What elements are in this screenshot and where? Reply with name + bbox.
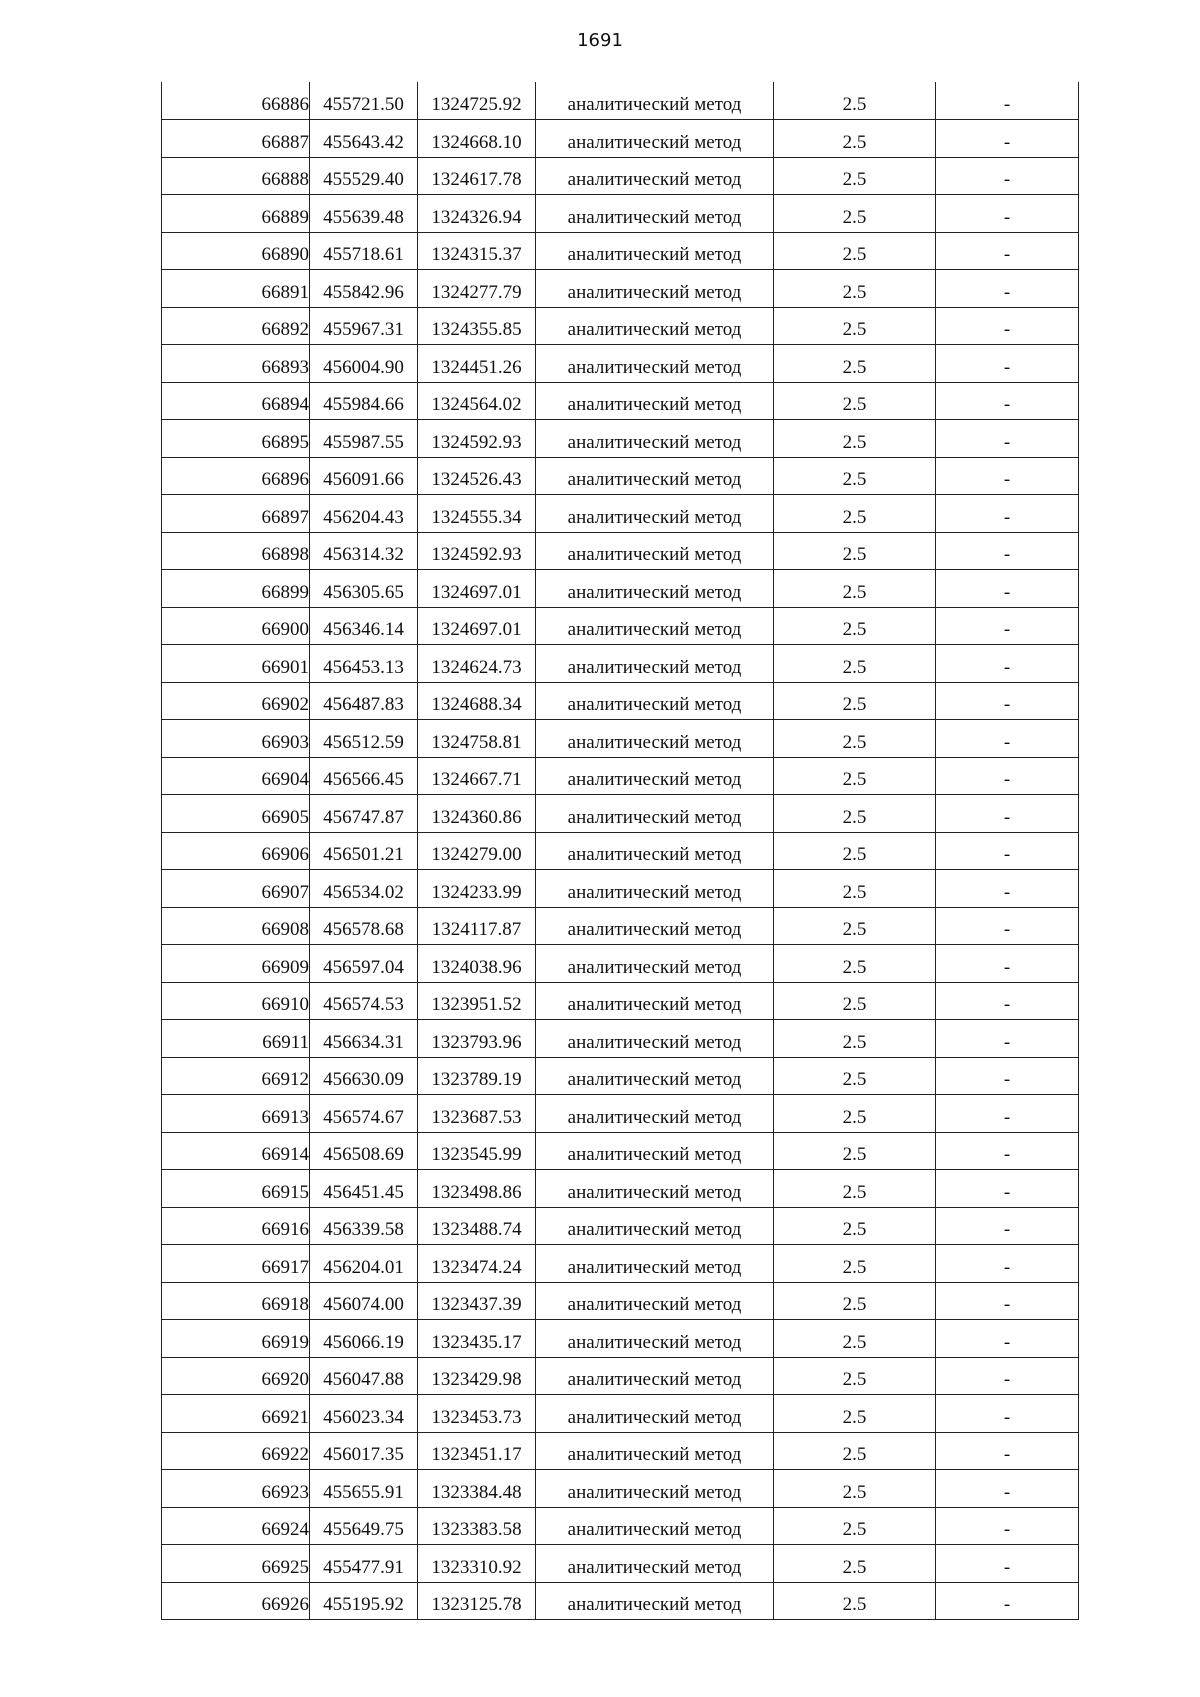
x-coordinate-cell: 456534.02 xyxy=(310,870,418,908)
table-row xyxy=(162,945,1079,983)
table-row xyxy=(162,982,1079,1020)
note-cell: - xyxy=(936,570,1079,608)
accuracy-cell: 2.5 xyxy=(774,1545,936,1583)
accuracy-cell: 2.5 xyxy=(774,1245,936,1283)
table-row xyxy=(162,607,1079,645)
y-coordinate-cell: 1324697.01 xyxy=(418,570,536,608)
x-coordinate-cell: 456004.90 xyxy=(310,345,418,383)
method-cell: аналитический метод xyxy=(536,345,774,383)
point-number-cell: 66892 xyxy=(162,307,310,345)
y-coordinate-cell: 1324526.43 xyxy=(418,457,536,495)
point-number-cell: 66904 xyxy=(162,757,310,795)
accuracy-cell: 2.5 xyxy=(774,1282,936,1320)
note-cell: - xyxy=(936,195,1079,233)
y-coordinate-cell: 1323384.48 xyxy=(418,1470,536,1508)
note-cell: - xyxy=(936,532,1079,570)
y-coordinate-cell: 1323498.86 xyxy=(418,1170,536,1208)
method-cell: аналитический метод xyxy=(536,1320,774,1358)
table-row xyxy=(162,682,1079,720)
method-cell: аналитический метод xyxy=(536,1245,774,1283)
x-coordinate-cell: 456747.87 xyxy=(310,795,418,833)
accuracy-cell: 2.5 xyxy=(774,1095,936,1133)
x-coordinate-cell: 456574.67 xyxy=(310,1095,418,1133)
y-coordinate-cell: 1324688.34 xyxy=(418,682,536,720)
table-row xyxy=(162,270,1079,308)
accuracy-cell: 2.5 xyxy=(774,1582,936,1620)
point-number-cell: 66921 xyxy=(162,1395,310,1433)
x-coordinate-cell: 455721.50 xyxy=(310,82,418,120)
x-coordinate-cell: 456597.04 xyxy=(310,945,418,983)
x-coordinate-cell: 455639.48 xyxy=(310,195,418,233)
method-cell: аналитический метод xyxy=(536,945,774,983)
table-row xyxy=(162,1170,1079,1208)
method-cell: аналитический метод xyxy=(536,795,774,833)
accuracy-cell: 2.5 xyxy=(774,645,936,683)
accuracy-cell: 2.5 xyxy=(774,532,936,570)
note-cell: - xyxy=(936,1470,1079,1508)
note-cell: - xyxy=(936,832,1079,870)
method-cell: аналитический метод xyxy=(536,907,774,945)
note-cell: - xyxy=(936,270,1079,308)
method-cell: аналитический метод xyxy=(536,270,774,308)
table-row xyxy=(162,1357,1079,1395)
method-cell: аналитический метод xyxy=(536,1095,774,1133)
x-coordinate-cell: 455718.61 xyxy=(310,232,418,270)
method-cell: аналитический метод xyxy=(536,157,774,195)
method-cell: аналитический метод xyxy=(536,495,774,533)
table-row xyxy=(162,1245,1079,1283)
accuracy-cell: 2.5 xyxy=(774,382,936,420)
note-cell: - xyxy=(936,607,1079,645)
table-row xyxy=(162,1507,1079,1545)
table-row xyxy=(162,907,1079,945)
note-cell: - xyxy=(936,1432,1079,1470)
point-number-cell: 66906 xyxy=(162,832,310,870)
accuracy-cell: 2.5 xyxy=(774,907,936,945)
accuracy-cell: 2.5 xyxy=(774,195,936,233)
point-number-cell: 66907 xyxy=(162,870,310,908)
y-coordinate-cell: 1323453.73 xyxy=(418,1395,536,1433)
note-cell: - xyxy=(936,1095,1079,1133)
table-row xyxy=(162,1020,1079,1058)
x-coordinate-cell: 456339.58 xyxy=(310,1207,418,1245)
table-row xyxy=(162,1132,1079,1170)
note-cell: - xyxy=(936,907,1079,945)
y-coordinate-cell: 1324038.96 xyxy=(418,945,536,983)
method-cell: аналитический метод xyxy=(536,382,774,420)
note-cell: - xyxy=(936,1320,1079,1358)
accuracy-cell: 2.5 xyxy=(774,720,936,758)
x-coordinate-cell: 455643.42 xyxy=(310,120,418,158)
table-row xyxy=(162,1545,1079,1583)
x-coordinate-cell: 456630.09 xyxy=(310,1057,418,1095)
note-cell: - xyxy=(936,382,1079,420)
y-coordinate-cell: 1323793.96 xyxy=(418,1020,536,1058)
point-number-cell: 66913 xyxy=(162,1095,310,1133)
y-coordinate-cell: 1323951.52 xyxy=(418,982,536,1020)
table-row xyxy=(162,457,1079,495)
method-cell: аналитический метод xyxy=(536,1582,774,1620)
note-cell: - xyxy=(936,1207,1079,1245)
y-coordinate-cell: 1324360.86 xyxy=(418,795,536,833)
table-row xyxy=(162,1207,1079,1245)
y-coordinate-cell: 1324233.99 xyxy=(418,870,536,908)
table-row xyxy=(162,157,1079,195)
method-cell: аналитический метод xyxy=(536,1545,774,1583)
note-cell: - xyxy=(936,945,1079,983)
note-cell: - xyxy=(936,82,1079,120)
accuracy-cell: 2.5 xyxy=(774,570,936,608)
note-cell: - xyxy=(936,757,1079,795)
table-row xyxy=(162,1320,1079,1358)
y-coordinate-cell: 1323687.53 xyxy=(418,1095,536,1133)
point-number-cell: 66896 xyxy=(162,457,310,495)
point-number-cell: 66899 xyxy=(162,570,310,608)
y-coordinate-cell: 1324592.93 xyxy=(418,532,536,570)
method-cell: аналитический метод xyxy=(536,1470,774,1508)
note-cell: - xyxy=(936,1395,1079,1433)
note-cell: - xyxy=(936,1282,1079,1320)
method-cell: аналитический метод xyxy=(536,1132,774,1170)
point-number-cell: 66926 xyxy=(162,1582,310,1620)
point-number-cell: 66908 xyxy=(162,907,310,945)
table-row xyxy=(162,382,1079,420)
y-coordinate-cell: 1323310.92 xyxy=(418,1545,536,1583)
method-cell: аналитический метод xyxy=(536,120,774,158)
x-coordinate-cell: 456346.14 xyxy=(310,607,418,645)
table-row xyxy=(162,495,1079,533)
method-cell: аналитический метод xyxy=(536,195,774,233)
accuracy-cell: 2.5 xyxy=(774,82,936,120)
method-cell: аналитический метод xyxy=(536,1170,774,1208)
method-cell: аналитический метод xyxy=(536,1020,774,1058)
x-coordinate-cell: 456501.21 xyxy=(310,832,418,870)
table-row xyxy=(162,532,1079,570)
y-coordinate-cell: 1324117.87 xyxy=(418,907,536,945)
method-cell: аналитический метод xyxy=(536,82,774,120)
table-row xyxy=(162,1470,1079,1508)
x-coordinate-cell: 455529.40 xyxy=(310,157,418,195)
method-cell: аналитический метод xyxy=(536,307,774,345)
note-cell: - xyxy=(936,345,1079,383)
method-cell: аналитический метод xyxy=(536,1282,774,1320)
note-cell: - xyxy=(936,982,1079,1020)
accuracy-cell: 2.5 xyxy=(774,832,936,870)
x-coordinate-cell: 456453.13 xyxy=(310,645,418,683)
method-cell: аналитический метод xyxy=(536,982,774,1020)
point-number-cell: 66895 xyxy=(162,420,310,458)
x-coordinate-cell: 455984.66 xyxy=(310,382,418,420)
accuracy-cell: 2.5 xyxy=(774,1207,936,1245)
method-cell: аналитический метод xyxy=(536,870,774,908)
point-number-cell: 66918 xyxy=(162,1282,310,1320)
accuracy-cell: 2.5 xyxy=(774,270,936,308)
table-row xyxy=(162,1057,1079,1095)
y-coordinate-cell: 1324725.92 xyxy=(418,82,536,120)
accuracy-cell: 2.5 xyxy=(774,1470,936,1508)
note-cell: - xyxy=(936,420,1079,458)
y-coordinate-cell: 1324279.00 xyxy=(418,832,536,870)
y-coordinate-cell: 1324667.71 xyxy=(418,757,536,795)
x-coordinate-cell: 456574.53 xyxy=(310,982,418,1020)
y-coordinate-cell: 1323545.99 xyxy=(418,1132,536,1170)
x-coordinate-cell: 456634.31 xyxy=(310,1020,418,1058)
method-cell: аналитический метод xyxy=(536,682,774,720)
point-number-cell: 66915 xyxy=(162,1170,310,1208)
table-row xyxy=(162,120,1079,158)
point-number-cell: 66894 xyxy=(162,382,310,420)
point-number-cell: 66901 xyxy=(162,645,310,683)
accuracy-cell: 2.5 xyxy=(774,757,936,795)
note-cell: - xyxy=(936,1170,1079,1208)
note-cell: - xyxy=(936,157,1079,195)
y-coordinate-cell: 1323474.24 xyxy=(418,1245,536,1283)
x-coordinate-cell: 455987.55 xyxy=(310,420,418,458)
y-coordinate-cell: 1324668.10 xyxy=(418,120,536,158)
method-cell: аналитический метод xyxy=(536,1432,774,1470)
table-row xyxy=(162,720,1079,758)
point-number-cell: 66898 xyxy=(162,532,310,570)
table-row xyxy=(162,1395,1079,1433)
method-cell: аналитический метод xyxy=(536,1357,774,1395)
accuracy-cell: 2.5 xyxy=(774,607,936,645)
x-coordinate-cell: 456017.35 xyxy=(310,1432,418,1470)
y-coordinate-cell: 1323429.98 xyxy=(418,1357,536,1395)
note-cell: - xyxy=(936,1020,1079,1058)
accuracy-cell: 2.5 xyxy=(774,945,936,983)
table-row xyxy=(162,757,1079,795)
point-number-cell: 66910 xyxy=(162,982,310,1020)
accuracy-cell: 2.5 xyxy=(774,345,936,383)
point-number-cell: 66886 xyxy=(162,82,310,120)
method-cell: аналитический метод xyxy=(536,457,774,495)
accuracy-cell: 2.5 xyxy=(774,1170,936,1208)
table-body xyxy=(162,82,1079,1620)
x-coordinate-cell: 456566.45 xyxy=(310,757,418,795)
accuracy-cell: 2.5 xyxy=(774,495,936,533)
note-cell: - xyxy=(936,495,1079,533)
note-cell: - xyxy=(936,795,1079,833)
accuracy-cell: 2.5 xyxy=(774,870,936,908)
accuracy-cell: 2.5 xyxy=(774,1057,936,1095)
y-coordinate-cell: 1324326.94 xyxy=(418,195,536,233)
x-coordinate-cell: 456091.66 xyxy=(310,457,418,495)
method-cell: аналитический метод xyxy=(536,607,774,645)
x-coordinate-cell: 455195.92 xyxy=(310,1582,418,1620)
note-cell: - xyxy=(936,457,1079,495)
accuracy-cell: 2.5 xyxy=(774,307,936,345)
point-number-cell: 66919 xyxy=(162,1320,310,1358)
y-coordinate-cell: 1323451.17 xyxy=(418,1432,536,1470)
table-row xyxy=(162,232,1079,270)
accuracy-cell: 2.5 xyxy=(774,1395,936,1433)
accuracy-cell: 2.5 xyxy=(774,795,936,833)
table-row xyxy=(162,870,1079,908)
note-cell: - xyxy=(936,1357,1079,1395)
accuracy-cell: 2.5 xyxy=(774,1320,936,1358)
point-number-cell: 66925 xyxy=(162,1545,310,1583)
y-coordinate-cell: 1324555.34 xyxy=(418,495,536,533)
table-row xyxy=(162,1582,1079,1620)
table-row xyxy=(162,307,1079,345)
method-cell: аналитический метод xyxy=(536,720,774,758)
point-number-cell: 66889 xyxy=(162,195,310,233)
accuracy-cell: 2.5 xyxy=(774,120,936,158)
point-number-cell: 66891 xyxy=(162,270,310,308)
method-cell: аналитический метод xyxy=(536,832,774,870)
accuracy-cell: 2.5 xyxy=(774,420,936,458)
table-row xyxy=(162,1432,1079,1470)
note-cell: - xyxy=(936,870,1079,908)
accuracy-cell: 2.5 xyxy=(774,1432,936,1470)
note-cell: - xyxy=(936,120,1079,158)
x-coordinate-cell: 455649.75 xyxy=(310,1507,418,1545)
point-number-cell: 66911 xyxy=(162,1020,310,1058)
y-coordinate-cell: 1324277.79 xyxy=(418,270,536,308)
x-coordinate-cell: 455967.31 xyxy=(310,307,418,345)
x-coordinate-cell: 456047.88 xyxy=(310,1357,418,1395)
y-coordinate-cell: 1324617.78 xyxy=(418,157,536,195)
accuracy-cell: 2.5 xyxy=(774,457,936,495)
point-number-cell: 66897 xyxy=(162,495,310,533)
coordinates-table xyxy=(161,82,1079,1620)
page-number: 1691 xyxy=(577,30,623,51)
point-number-cell: 66890 xyxy=(162,232,310,270)
table-row xyxy=(162,795,1079,833)
y-coordinate-cell: 1324451.26 xyxy=(418,345,536,383)
note-cell: - xyxy=(936,1245,1079,1283)
method-cell: аналитический метод xyxy=(536,645,774,683)
method-cell: аналитический метод xyxy=(536,232,774,270)
note-cell: - xyxy=(936,307,1079,345)
method-cell: аналитический метод xyxy=(536,570,774,608)
method-cell: аналитический метод xyxy=(536,1395,774,1433)
note-cell: - xyxy=(936,1582,1079,1620)
point-number-cell: 66903 xyxy=(162,720,310,758)
point-number-cell: 66902 xyxy=(162,682,310,720)
x-coordinate-cell: 456487.83 xyxy=(310,682,418,720)
y-coordinate-cell: 1323125.78 xyxy=(418,1582,536,1620)
method-cell: аналитический метод xyxy=(536,420,774,458)
table-row xyxy=(162,1095,1079,1133)
x-coordinate-cell: 456512.59 xyxy=(310,720,418,758)
x-coordinate-cell: 456508.69 xyxy=(310,1132,418,1170)
y-coordinate-cell: 1323488.74 xyxy=(418,1207,536,1245)
note-cell: - xyxy=(936,1057,1079,1095)
table-row xyxy=(162,645,1079,683)
y-coordinate-cell: 1324592.93 xyxy=(418,420,536,458)
accuracy-cell: 2.5 xyxy=(774,982,936,1020)
accuracy-cell: 2.5 xyxy=(774,1132,936,1170)
point-number-cell: 66887 xyxy=(162,120,310,158)
point-number-cell: 66900 xyxy=(162,607,310,645)
note-cell: - xyxy=(936,1507,1079,1545)
y-coordinate-cell: 1324315.37 xyxy=(418,232,536,270)
table-row xyxy=(162,420,1079,458)
note-cell: - xyxy=(936,232,1079,270)
x-coordinate-cell: 456023.34 xyxy=(310,1395,418,1433)
table-row xyxy=(162,345,1079,383)
y-coordinate-cell: 1323789.19 xyxy=(418,1057,536,1095)
point-number-cell: 66909 xyxy=(162,945,310,983)
accuracy-cell: 2.5 xyxy=(774,1357,936,1395)
point-number-cell: 66905 xyxy=(162,795,310,833)
point-number-cell: 66920 xyxy=(162,1357,310,1395)
table-row xyxy=(162,195,1079,233)
method-cell: аналитический метод xyxy=(536,757,774,795)
accuracy-cell: 2.5 xyxy=(774,157,936,195)
x-coordinate-cell: 456314.32 xyxy=(310,532,418,570)
accuracy-cell: 2.5 xyxy=(774,682,936,720)
point-number-cell: 66912 xyxy=(162,1057,310,1095)
point-number-cell: 66924 xyxy=(162,1507,310,1545)
y-coordinate-cell: 1323435.17 xyxy=(418,1320,536,1358)
method-cell: аналитический метод xyxy=(536,1507,774,1545)
y-coordinate-cell: 1324355.85 xyxy=(418,307,536,345)
point-number-cell: 66917 xyxy=(162,1245,310,1283)
x-coordinate-cell: 455477.91 xyxy=(310,1545,418,1583)
x-coordinate-cell: 456066.19 xyxy=(310,1320,418,1358)
y-coordinate-cell: 1324564.02 xyxy=(418,382,536,420)
note-cell: - xyxy=(936,720,1079,758)
y-coordinate-cell: 1323437.39 xyxy=(418,1282,536,1320)
x-coordinate-cell: 456305.65 xyxy=(310,570,418,608)
point-number-cell: 66922 xyxy=(162,1432,310,1470)
table-row xyxy=(162,82,1079,120)
accuracy-cell: 2.5 xyxy=(774,232,936,270)
y-coordinate-cell: 1324697.01 xyxy=(418,607,536,645)
method-cell: аналитический метод xyxy=(536,1207,774,1245)
x-coordinate-cell: 456578.68 xyxy=(310,907,418,945)
y-coordinate-cell: 1323383.58 xyxy=(418,1507,536,1545)
x-coordinate-cell: 456451.45 xyxy=(310,1170,418,1208)
point-number-cell: 66916 xyxy=(162,1207,310,1245)
method-cell: аналитический метод xyxy=(536,532,774,570)
method-cell: аналитический метод xyxy=(536,1057,774,1095)
table-row xyxy=(162,832,1079,870)
y-coordinate-cell: 1324624.73 xyxy=(418,645,536,683)
table-row xyxy=(162,570,1079,608)
x-coordinate-cell: 455655.91 xyxy=(310,1470,418,1508)
y-coordinate-cell: 1324758.81 xyxy=(418,720,536,758)
table-row xyxy=(162,1282,1079,1320)
point-number-cell: 66923 xyxy=(162,1470,310,1508)
note-cell: - xyxy=(936,1132,1079,1170)
point-number-cell: 66888 xyxy=(162,157,310,195)
x-coordinate-cell: 456074.00 xyxy=(310,1282,418,1320)
point-number-cell: 66893 xyxy=(162,345,310,383)
note-cell: - xyxy=(936,1545,1079,1583)
x-coordinate-cell: 456204.43 xyxy=(310,495,418,533)
point-number-cell: 66914 xyxy=(162,1132,310,1170)
accuracy-cell: 2.5 xyxy=(774,1020,936,1058)
note-cell: - xyxy=(936,645,1079,683)
accuracy-cell: 2.5 xyxy=(774,1507,936,1545)
x-coordinate-cell: 455842.96 xyxy=(310,270,418,308)
x-coordinate-cell: 456204.01 xyxy=(310,1245,418,1283)
note-cell: - xyxy=(936,682,1079,720)
